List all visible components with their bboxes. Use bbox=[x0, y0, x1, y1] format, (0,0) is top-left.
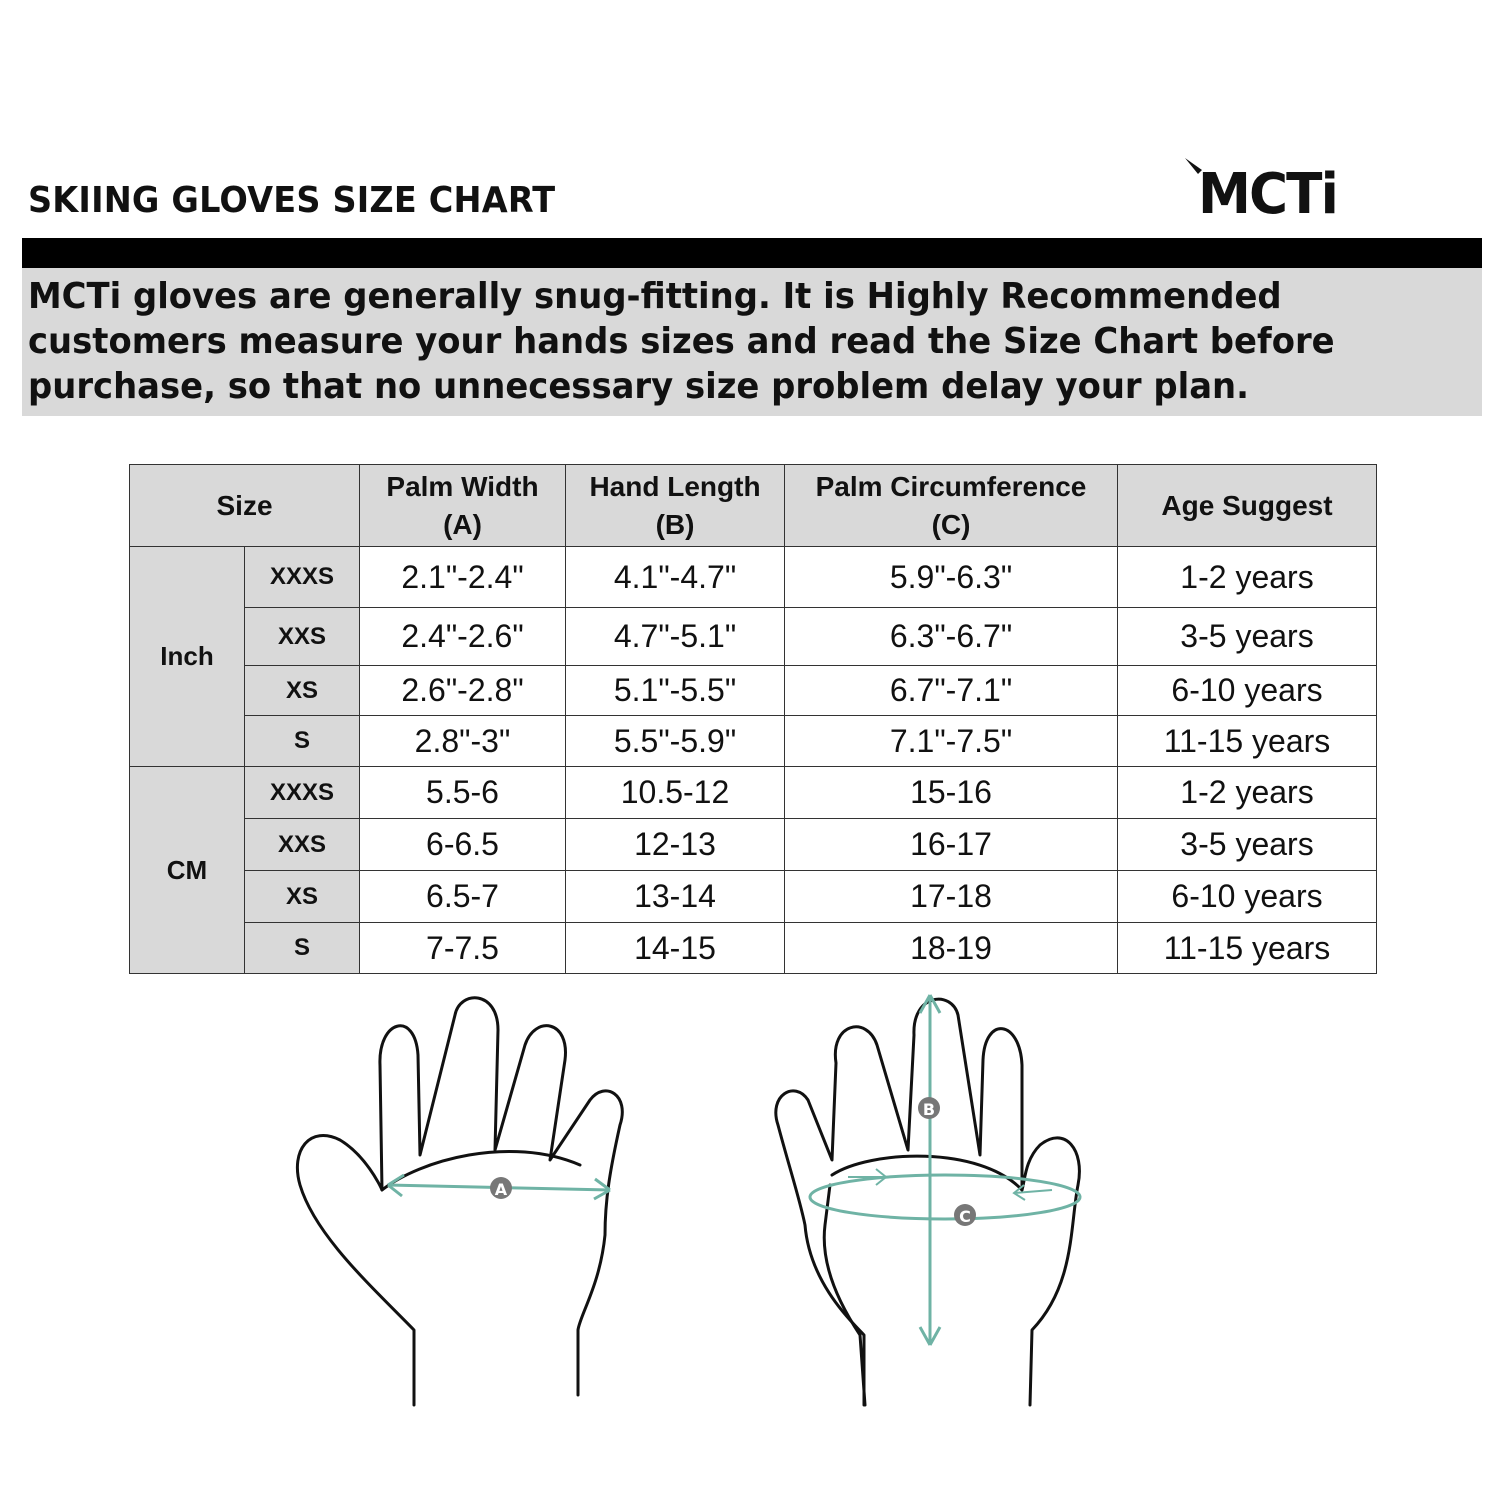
palm-circumference-ellipse bbox=[810, 1169, 1080, 1226]
age-value: 6-10 years bbox=[1118, 666, 1377, 716]
header-age-suggest: Age Suggest bbox=[1118, 465, 1377, 547]
table-row bbox=[130, 767, 1377, 819]
hand-length-arrow bbox=[918, 995, 940, 1345]
palm-circumference-value: 16-17 bbox=[785, 819, 1118, 871]
table-row bbox=[130, 716, 1377, 767]
size-label: S bbox=[245, 923, 360, 974]
hand-length-value: 5.5"-5.9" bbox=[566, 716, 785, 767]
header-size: Size bbox=[130, 465, 360, 547]
age-value: 11-15 years bbox=[1118, 716, 1377, 767]
table-row bbox=[130, 608, 1377, 666]
unit-label: Inch bbox=[130, 547, 245, 767]
hand-measurement-diagram bbox=[280, 985, 1100, 1425]
left-hand-icon bbox=[297, 998, 622, 1405]
age-value: 1-2 years bbox=[1118, 547, 1377, 608]
label-c: C bbox=[959, 1207, 971, 1226]
palm-width-value: 5.5-6 bbox=[360, 767, 566, 819]
header-hand-length: Hand Length (B) bbox=[566, 465, 785, 547]
table-row bbox=[130, 819, 1377, 871]
palm-width-arrow bbox=[388, 1175, 610, 1199]
table-row bbox=[130, 666, 1377, 716]
age-value: 1-2 years bbox=[1118, 767, 1377, 819]
right-hand-outline-icon bbox=[776, 999, 1080, 1405]
label-b: B bbox=[922, 1100, 936, 1119]
palm-width-value: 7-7.5 bbox=[360, 923, 566, 974]
hand-length-value: 10.5-12 bbox=[566, 767, 785, 819]
unit-label: CM bbox=[130, 767, 245, 974]
hand-length-value: 12-13 bbox=[566, 819, 785, 871]
hand-length-value: 4.7"-5.1" bbox=[566, 608, 785, 666]
palm-width-value: 6-6.5 bbox=[360, 819, 566, 871]
palm-circumference-value: 6.3"-6.7" bbox=[785, 608, 1118, 666]
header-palm-width: Palm Width (A) bbox=[360, 465, 566, 547]
hand-length-value: 13-14 bbox=[566, 871, 785, 923]
logo-text: MCTi bbox=[1198, 162, 1337, 227]
palm-width-value: 2.6"-2.8" bbox=[360, 666, 566, 716]
palm-width-value: 2.1"-2.4" bbox=[360, 547, 566, 608]
table-row bbox=[130, 547, 1377, 608]
size-label: XS bbox=[245, 871, 360, 923]
age-value: 3-5 years bbox=[1118, 819, 1377, 871]
brand-logo bbox=[1180, 150, 1350, 245]
size-label: XXXS bbox=[245, 767, 360, 819]
size-label: XS bbox=[245, 666, 360, 716]
palm-circumference-value: 5.9"-6.3" bbox=[785, 547, 1118, 608]
table-row bbox=[130, 923, 1377, 974]
palm-width-value: 6.5-7 bbox=[360, 871, 566, 923]
palm-circumference-value: 7.1"-7.5" bbox=[785, 716, 1118, 767]
palm-width-value: 2.8"-3" bbox=[360, 716, 566, 767]
divider-bar bbox=[22, 238, 1482, 268]
notice-text: MCTi gloves are generally snug-fitting. It is Highly Recommended customers measure your hands sizes and read the Size Chart before purchase, so that no unnecessary size problem delay your plan. bbox=[28, 276, 1335, 407]
size-chart-table bbox=[129, 464, 1377, 974]
notice-box bbox=[22, 268, 1482, 416]
palm-circumference-value: 17-18 bbox=[785, 871, 1118, 923]
size-label: XXS bbox=[245, 819, 360, 871]
size-label: S bbox=[245, 716, 360, 767]
age-value: 6-10 years bbox=[1118, 871, 1377, 923]
hand-length-value: 4.1"-4.7" bbox=[566, 547, 785, 608]
palm-width-value: 2.4"-2.6" bbox=[360, 608, 566, 666]
palm-circumference-value: 15-16 bbox=[785, 767, 1118, 819]
label-a: A bbox=[494, 1180, 508, 1199]
table-row bbox=[130, 871, 1377, 923]
header-palm-circumference: Palm Circumference (C) bbox=[785, 465, 1118, 547]
table-header-row bbox=[130, 465, 1377, 547]
palm-circumference-value: 6.7"-7.1" bbox=[785, 666, 1118, 716]
size-label: XXS bbox=[245, 608, 360, 666]
page-title: SKIING GLOVES SIZE CHART bbox=[28, 180, 556, 221]
palm-circumference-value: 18-19 bbox=[785, 923, 1118, 974]
size-label: XXXS bbox=[245, 547, 360, 608]
age-value: 11-15 years bbox=[1118, 923, 1377, 974]
age-value: 3-5 years bbox=[1118, 608, 1377, 666]
hand-length-value: 5.1"-5.5" bbox=[566, 666, 785, 716]
hand-length-value: 14-15 bbox=[566, 923, 785, 974]
